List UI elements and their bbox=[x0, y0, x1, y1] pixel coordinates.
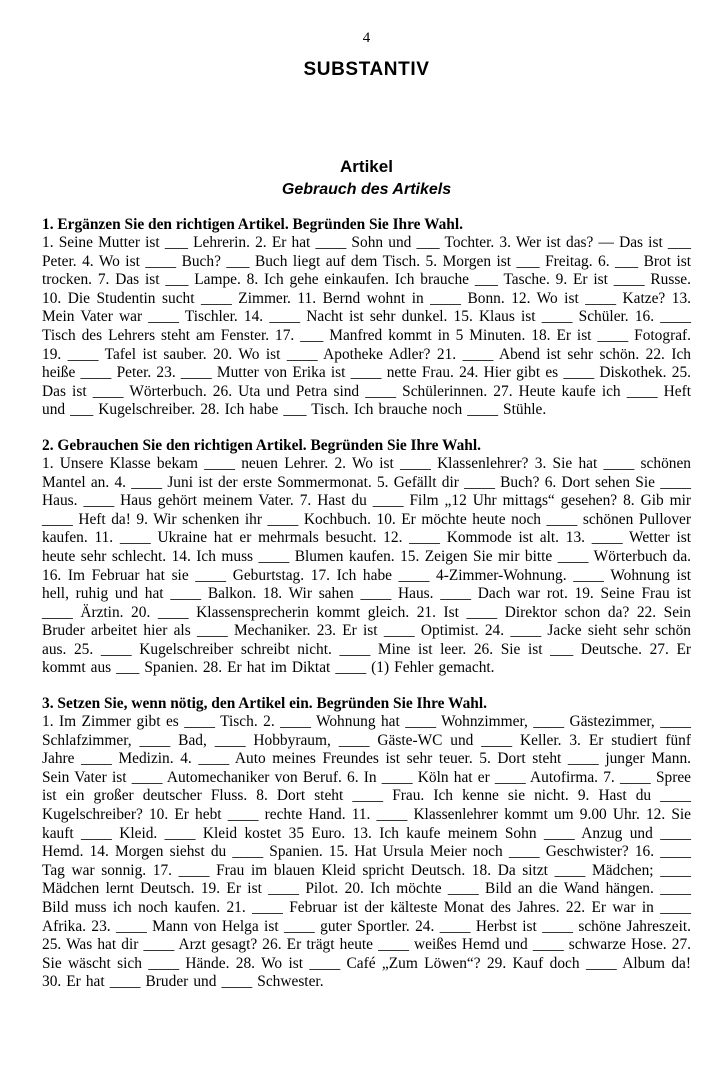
subsection-title: Gebrauch des Artikels bbox=[281, 181, 452, 198]
exercise-3 bbox=[42, 694, 691, 992]
exercise-1-heading: 1. Ergänzen Sie den richtigen Artikel. Begründen Sie Ihre Wahl. bbox=[42, 216, 463, 233]
page-title: SUBSTANTIV bbox=[303, 59, 430, 80]
exercise-1 bbox=[42, 215, 691, 420]
exercise-2-heading: 2. Gebrauchen Sie den richtigen Artikel. Begründen Sie Ihre Wahl. bbox=[42, 436, 481, 454]
page-number: 4 bbox=[362, 30, 371, 46]
section-title: Artikel bbox=[340, 157, 393, 176]
exercise-3-heading: 3. Setzen Sie, wenn nötig, den Artikel ein. Begründen Sie Ihre Wahl. bbox=[42, 695, 487, 713]
exercise-1-text: 1. Seine Mutter ist ___ Lehrerin. 2. Er hat ____ Sohn und ___ Tochter. 3. Wer ist das? — Das ist ___ Peter. 4. Wo ist ____ Buch? ___ Buch liegt auf dem Tisch. 5. Morgen ist ___ Freitag. 6. ___ Brot ist trocken. 7. Das ist ___ Lampe. 8. Ich gehe einkaufen. Ich brauche ___ Tasche. 9. Er ist ____ Russe. 10. Die Studentin sucht ____ Zimmer. 11. Bernd wohnt in ____ Bonn. 12. Wo ist ____ Katze? 13. Mein Vater war ____ Tischler. 14. ____ Nacht ist sehr dunkel. 15. Klaus ist ____ Schüler. 16. ____ Tisch des Lehrers steht am Fenster. 17. ___ Manfred kommt in 5 Minuten. 18. Er ist ____ Fotograf. 19. ____ Tafel ist sauber. 20. Wo ist ____ Apotheke Adler? 21. ____ Abend ist sehr schön. 22. Ich heiße ____ Peter. 23. ____ Mutter von Erika ist ____ nette Frau. 24. Hier gibt es ____ Diskothek. 25. Das ist ____ Wörterbuch. 26. Uta und Petra sind ____ Schülerinnen. 27. Heute kaufe ich ____ Heft und ___ Kugelschreiber. 28. Ich habe ___ Tisch. Ich brauche noch ____ Stühle. bbox=[42, 234, 691, 419]
exercise-2-text: 1. Unsere Klasse bekam ____ neuen Lehrer. 2. Wo ist ____ Klassenlehrer? 3. Sie hat ____ schönen Mantel an. 4. ____ Juni ist der erste Sommermonat. 5. Gefällt dir ____ Buch? 6. Dort sehen Sie ____ Haus. ____ Haus gehört meinem Vater. 7. Hast du ____ Film „12 Uhr mittags“ gesehen? 8. Gib mir ____ Heft da! 9. Wir schenken ihr ____ Kochbuch. 10. Er möchte heute noch ____ schönen Pullover kaufen. 11. ____ Ukraine hat er mehrmals besucht. 12. ____ Kommode ist alt. 13. ____ Wetter ist heute sehr schlecht. 14. Ich muss ____ Blumen kaufen. 15. Zeigen Sie mir bitte ____ Wörterbuch da. 16. Im Februar hat sie ____ Geburtstag. 17. Ich habe ____ 4-Zimmer-Wohnung. ____ Wohnung ist hell, ruhig und hat ____ Balkon. 18. Wir sahen ____ Haus. ____ Dach war rot. 19. Seine Frau ist ____ Ärztin. 20. ____ Klassensprecherin kommt gleich. 21. Ist ____ Direktor schon da? 22. Sein Bruder arbeitet hier als ____ Mechaniker. 23. Er ist ____ Optimist. 24. ____ Jacke sieht sehr schön aus. 25. ____ Kugelschreiber schreibt nicht. ____ Mine ist leer. 26. Sie ist ___ Deutsche. 27. Er kommt aus ___ Spanien. 28. Er hat im Diktat ____ (1) Fehler gemacht. bbox=[42, 454, 691, 677]
exercise-3-text: 1. Im Zimmer gibt es ____ Tisch. 2. ____ Wohnung hat ____ Wohnzimmer, ____ Gästezimmer, ____ Schlafzimmer, ____ Bad, ____ Hobbyraum, ____ Gäste-WC und ____ Keller. 3. Er studiert fünf Jahre ____ Medizin. 4. ____ Auto meines Freundes ist sehr teuer. 5. Dort steht ____ junger Mann. Sein Vater ist ____ Automechaniker von Beruf. 6. In ____ Köln hat er ____ Autofirma. 7. ____ Spree ist ein großer deutscher Fluss. 8. Dort steht ____ Frau. Ich kenne sie nicht. 9. Hast du ____ Kugelschreiber? 10. Er hebt ____ rechte Hand. 11. ____ Klassenlehrer kommt um 9.00 Uhr. 12. Sie kauft ____ Kleid. ____ Kleid kostet 35 Euro. 13. Ich kaufe meinem Sohn ____ Anzug und ____ Hemd. 14. Morgen siehst du ____ Spanien. 15. Hat Ursula Meier noch ____ Geschwister? 16. ____ Tag war sonnig. 17. ____ Frau im blauen Kleid spricht Deutsch. 18. Da sitzt ____ Mädchen; ____ Mädchen lernt Deutsch. 19. Er ist ____ Pilot. 20. Ich möchte ____ Bild an die Wand hängen. ____ Bild muss ich noch kaufen. 21. ____ Februar ist der kälteste Monat des Jahres. 22. Er war in ____ Afrika. 23. ____ Mann von Helga ist ____ guter Sportler. 24. ____ Herbst ist ____ schöne Jahreszeit. 25. Was hat dir ____ Arzt gesagt? 26. Er trägt heute ____ weißes Hemd und ____ schwarze Hose. 27. Sie wäscht sich ____ Hände. 28. Wo ist ____ Café „Zum Löwen“? 29. Kauf doch ____ Album da! 30. Er hat ____ Bruder und ____ Schwester. bbox=[42, 713, 691, 991]
exercise-2 bbox=[42, 436, 691, 678]
